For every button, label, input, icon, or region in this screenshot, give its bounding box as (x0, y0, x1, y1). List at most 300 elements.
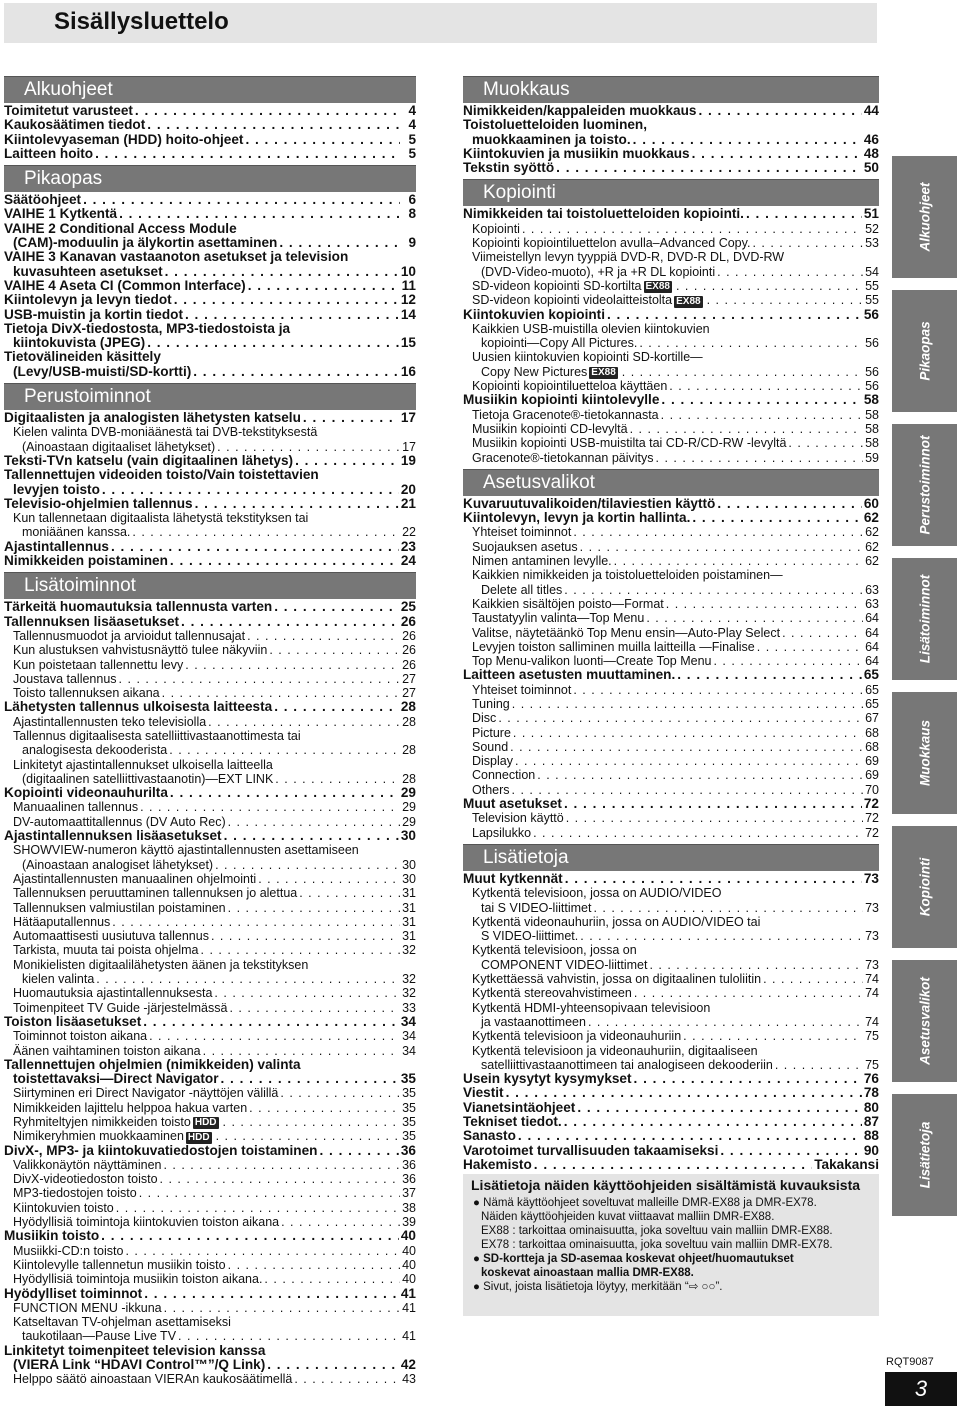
toc-entry[interactable] (4, 293, 416, 307)
page-ref: 30 (400, 828, 416, 844)
dot-leader (143, 1015, 399, 1029)
toc-entry[interactable] (4, 222, 416, 251)
toc-entry-continuation: COMPONENT VIDEO-liittimet (481, 957, 648, 972)
toc-entry-title: Disc (472, 711, 497, 726)
toc-entry-title: Ajastintallennusten manuaalinen ohjelmointi (13, 871, 257, 886)
toc-entry[interactable] (4, 986, 416, 1000)
dot-leader (208, 715, 400, 729)
toc-entry[interactable] (4, 615, 416, 629)
dot-leader (303, 411, 399, 425)
toc-entry[interactable] (463, 886, 879, 915)
toc-entry[interactable] (463, 597, 879, 611)
toc-entry[interactable] (463, 451, 879, 465)
toc-entry[interactable] (4, 715, 416, 729)
toc-entry[interactable] (4, 1158, 416, 1172)
toc-entry[interactable] (4, 1372, 416, 1386)
dot-leader (275, 772, 400, 786)
page-ref: 51 (863, 206, 879, 222)
toc-entry[interactable] (463, 422, 879, 436)
dot-leader (515, 754, 863, 768)
toc-entry-title: Hyödylliset toiminnot (4, 1285, 143, 1301)
toc-entry[interactable] (4, 686, 416, 700)
toc-entry-title: Tallennus digitaalisesta satelliittivastaanottimesta tai (13, 728, 301, 743)
toc-entry-title: USB-muistin ja kortin tiedot (4, 306, 183, 322)
toc-entry[interactable] (463, 811, 879, 825)
model-badge: EX88 (591, 367, 616, 379)
toc-entry[interactable] (4, 1201, 416, 1215)
toc-entry[interactable] (463, 972, 879, 986)
toc-entry[interactable] (4, 658, 416, 672)
toc-entry[interactable] (4, 104, 416, 118)
dot-leader (698, 104, 861, 118)
page-ref: 69 (865, 754, 879, 769)
page-ref: 26 (402, 643, 416, 658)
toc-entry[interactable] (463, 611, 879, 625)
toc-entry-title: Monikielisten digitaalilähetysten äänen ja tekstityksen (13, 957, 309, 972)
side-tab[interactable] (892, 424, 957, 546)
toc-entry-title: Tärkeitä huomautuksia tallennusta varten (4, 599, 273, 615)
dot-leader (630, 422, 863, 436)
toc-entry-title: Tarkista, muuta tai poista ohjelma (13, 943, 199, 958)
section-heading: Kopiointi (463, 179, 879, 206)
page-ref: 40 (402, 1272, 416, 1287)
toc-entry[interactable] (4, 1229, 416, 1243)
page-ref: 74 (865, 1014, 879, 1029)
page-ref: 6 (408, 192, 416, 208)
dot-leader (622, 365, 863, 379)
toc-entry[interactable] (463, 740, 879, 754)
toc-entry[interactable] (463, 754, 879, 768)
dot-leader (281, 1215, 400, 1229)
toc-entry[interactable] (463, 104, 879, 118)
toc-entry[interactable] (4, 322, 416, 351)
toc-entry[interactable] (463, 393, 879, 407)
side-tab[interactable] (892, 1094, 957, 1216)
page-ref: 34 (400, 1013, 416, 1029)
toc-entry[interactable] (4, 643, 416, 657)
toc-entry[interactable] (4, 540, 416, 554)
toc-entry-title: Kun poistetaan tallennettu levy (13, 657, 184, 672)
toc-entry-title: Kiintolevyaseman (HDD) hoito-ohjeet (4, 131, 244, 147)
dot-leader (247, 629, 400, 643)
toc-entry[interactable] (4, 1129, 416, 1143)
toc-entry[interactable] (4, 133, 416, 147)
page-ref: 73 (863, 870, 879, 886)
toc-entry[interactable] (463, 654, 879, 668)
toc-entry[interactable] (4, 901, 416, 915)
dot-leader (264, 1272, 400, 1286)
dot-leader (228, 1258, 400, 1272)
toc-entry[interactable] (4, 629, 416, 643)
dot-leader (746, 207, 862, 221)
toc-entry[interactable] (4, 600, 416, 614)
dot-leader (147, 118, 400, 132)
toc-entry[interactable] (4, 147, 416, 161)
section-heading: Pikaopas (4, 165, 416, 192)
page-ref: Takakansi (814, 1156, 879, 1172)
toc-entry[interactable] (463, 1101, 879, 1115)
dot-leader (534, 1158, 812, 1172)
toc-entry-title: Usein kysytyt kysymykset (463, 1071, 632, 1087)
page-ref: 41 (402, 1329, 416, 1344)
dot-leader (221, 1072, 399, 1086)
toc-entry[interactable] (4, 915, 416, 929)
page-ref: 28 (402, 771, 416, 786)
toc-entry-continuation: moniäänen kanssa. (22, 525, 131, 540)
toc-entry[interactable] (463, 1029, 879, 1043)
page-ref: 58 (865, 421, 879, 436)
toc-entry[interactable] (463, 697, 879, 711)
toc-entry-title: VAIHE 3 Kanavan vastaanoton asetukset ja television (4, 249, 349, 265)
info-line: ● SD-kortteja ja SD-asemaa koskevat ohjeet/huomautukset (473, 1253, 794, 1265)
page-ref: 75 (865, 1057, 879, 1072)
toc-entry[interactable] (463, 207, 879, 221)
dot-leader (140, 800, 400, 814)
toc-entry[interactable] (4, 729, 416, 758)
toc-entry[interactable] (4, 118, 416, 132)
toc-entry[interactable] (463, 568, 879, 597)
toc-entry-title: Kuvaruutuvalikoiden/tilaviestien käyttö (463, 495, 716, 511)
page-ref: 31 (402, 914, 416, 929)
toc-entry-title: Kielen valinta DVB-moniäänestä tai DVB-tekstityksestä (13, 425, 318, 440)
toc-entry-title: Kytkettäessä vahvistin, jossa on digitaalinen tuloliitin (472, 972, 762, 987)
toc-entry[interactable] (463, 726, 879, 740)
toc-entry-title: Kaikkien USB-muistilla olevien kiintokuvien (472, 321, 710, 336)
info-line: EX78 : tarkoittaa ominaisuutta, joka soveltuu vain malliin DMR-EX78. (481, 1239, 833, 1251)
dot-leader (95, 147, 400, 161)
toc-entry-title: Katseltavan TV-ohjelman asettamiseksi (13, 1315, 231, 1330)
toc-entry[interactable] (463, 1115, 879, 1129)
toc-entry[interactable] (4, 1258, 416, 1272)
toc-entry[interactable] (463, 640, 879, 654)
toc-entry[interactable] (463, 236, 879, 250)
toc-entry[interactable] (463, 986, 879, 1000)
toc-entry-title: Kopiointi kopiointiluetteloa käyttäen (472, 379, 668, 394)
toc-entry[interactable] (463, 1158, 879, 1172)
toc-entry[interactable] (4, 1015, 416, 1029)
page-ref: 14 (400, 306, 416, 322)
dot-leader (588, 1015, 863, 1029)
dot-leader (677, 668, 862, 682)
page-ref: 56 (865, 364, 879, 379)
toc-entry[interactable] (4, 1186, 416, 1200)
toc-entry-title: Tietovälineiden käsittely (4, 349, 161, 365)
toc-entry[interactable] (4, 843, 416, 872)
page-ref: 62 (865, 554, 879, 569)
page-ref: 24 (400, 553, 416, 569)
page-ref: 73 (865, 957, 879, 972)
info-box (463, 1174, 879, 1316)
toc-entry[interactable] (4, 700, 416, 714)
side-tab[interactable] (892, 826, 957, 948)
toc-entry-title: Hyödyllisiä toimintoja musiikin toiston aikana. (13, 1272, 263, 1287)
toc-entry-title: Kopiointi kopiointiluettelon avulla–Advanced Copy. (472, 236, 751, 251)
toc-entry[interactable] (463, 497, 879, 511)
toc-entry[interactable] (4, 872, 416, 886)
dot-leader (101, 1229, 399, 1243)
toc-entry[interactable] (463, 350, 879, 379)
toc-entry[interactable] (4, 1315, 416, 1344)
toc-entry[interactable] (4, 193, 416, 207)
page-ref: 28 (400, 699, 416, 715)
toc-entry[interactable] (463, 554, 879, 568)
toc-entry[interactable] (4, 958, 416, 987)
page-ref: 75 (865, 1029, 879, 1044)
toc-entry[interactable] (463, 279, 879, 293)
model-badge: EX88 (676, 295, 701, 307)
toc-entry[interactable] (4, 1086, 416, 1100)
toc-entry[interactable] (463, 222, 879, 236)
toc-entry[interactable] (4, 411, 416, 425)
toc-entry-title: Television käyttö (472, 811, 564, 826)
toc-entry-title: Hakemisto (463, 1156, 532, 1172)
toc-entry[interactable] (4, 786, 416, 800)
toc-entry[interactable] (4, 1272, 416, 1286)
page-ref: 62 (865, 525, 879, 540)
page-ref: 55 (865, 293, 879, 308)
page-ref: 23 (400, 538, 416, 554)
toc-entry[interactable] (463, 379, 879, 393)
toc-entry[interactable] (463, 826, 879, 840)
toc-entry-title: Linkitetyt toimenpiteet television kanssa (4, 1342, 266, 1358)
toc-entry[interactable] (463, 783, 879, 797)
toc-entry[interactable] (463, 322, 879, 351)
page-ref: 73 (865, 900, 879, 915)
toc-entry[interactable] (463, 147, 879, 161)
toc-entry[interactable] (463, 436, 879, 450)
toc-entry[interactable] (4, 886, 416, 900)
dot-leader (185, 308, 399, 322)
toc-entry-continuation: kopiointi—Copy All Pictures. (481, 336, 638, 351)
toc-entry[interactable] (4, 454, 416, 468)
page-ref: 35 (400, 1071, 416, 1087)
toc-entry-title: Taustatyylin valinta—Top Menu (472, 611, 645, 626)
toc-entry[interactable] (4, 1044, 416, 1058)
toc-entry-continuation: kiintokuvista (JPEG) (13, 335, 146, 351)
toc-entry[interactable] (4, 1244, 416, 1258)
toc-entry-title: Televisio-ohjelmien tallennus (4, 495, 193, 511)
side-tab-label: Muokkaus (917, 719, 932, 787)
side-tab[interactable] (892, 558, 957, 680)
page-ref: 25 (400, 599, 416, 615)
toc-entry-continuation: (VIERA Link “HDAVI Control™”/Q Link) (13, 1357, 266, 1373)
toc-entry-continuation: taukotilaan—Pause Live TV (22, 1329, 177, 1344)
toc-entry[interactable] (4, 308, 416, 322)
toc-entry[interactable] (4, 943, 416, 957)
toc-entry[interactable] (463, 683, 879, 697)
toc-entry[interactable] (4, 425, 416, 454)
toc-entry[interactable] (4, 1172, 416, 1186)
toc-entry-title: Valitse, näytetäänkö Top Menu ensin—Auto-Play Select (472, 625, 781, 640)
toc-entry[interactable] (4, 497, 416, 511)
toc-entry-title: Musiikki-CD:n toisto (13, 1243, 124, 1258)
dot-leader (566, 811, 863, 825)
toc-entry[interactable] (4, 350, 416, 379)
toc-entry[interactable] (463, 626, 879, 640)
dot-leader (215, 858, 400, 872)
toc-entry[interactable] (4, 207, 416, 221)
toc-entry[interactable] (463, 1086, 879, 1100)
dot-leader (564, 797, 862, 811)
toc-entry-continuation: (CAM)-moduulin ja älykortin asettaminen (13, 235, 278, 251)
page-ref: 74 (865, 986, 879, 1001)
toc-entry[interactable] (4, 800, 416, 814)
toc-entry[interactable] (4, 672, 416, 686)
side-tab[interactable] (892, 960, 957, 1082)
toc-entry[interactable] (463, 540, 879, 554)
dot-leader (178, 1329, 400, 1343)
toc-entry[interactable] (4, 1215, 416, 1229)
dot-leader (580, 929, 863, 943)
toc-entry[interactable] (4, 1115, 416, 1129)
toc-entry-title: Tallennettujen ohjelmien (nimikkeiden) valinta (4, 1056, 301, 1072)
page-ref: 76 (863, 1071, 879, 1087)
toc-entry[interactable] (4, 1058, 416, 1087)
toc-entry[interactable] (463, 1044, 879, 1073)
toc-entry[interactable] (463, 1072, 879, 1086)
page-ref: 65 (865, 682, 879, 697)
toc-entry[interactable] (4, 250, 416, 279)
page-ref: 64 (865, 639, 879, 654)
page-ref: 21 (400, 495, 416, 511)
dot-leader (593, 901, 863, 915)
toc-left-column (4, 76, 416, 1387)
page-ref: 35 (402, 1129, 416, 1144)
dot-leader (163, 1158, 400, 1172)
page-ref: 41 (400, 1285, 416, 1301)
toc-entry[interactable] (463, 797, 879, 811)
dot-leader (102, 483, 399, 497)
page-ref: 37 (402, 1186, 416, 1201)
toc-entry[interactable] (463, 293, 879, 307)
page-ref: 55 (865, 278, 879, 293)
side-tab[interactable] (892, 156, 957, 278)
toc-entry-title: Kiintolevylle tallennetun musiikin toisto (13, 1257, 226, 1272)
info-box-title: Lisätietoja näiden käyttöohjeiden sisältämistä kuvauksista (471, 1177, 861, 1193)
toc-entry[interactable] (463, 308, 879, 322)
toc-entry[interactable] (463, 768, 879, 782)
side-tab[interactable] (892, 692, 957, 814)
toc-entry[interactable] (4, 829, 416, 843)
toc-entry-title: Sanasto (463, 1128, 516, 1144)
toc-entry[interactable] (4, 758, 416, 787)
side-tab[interactable] (892, 290, 957, 412)
toc-entry-continuation: tai S VIDEO-liittimet (481, 900, 592, 915)
toc-entry-title: Varotoimet turvallisuuden takaamiseksi (463, 1142, 719, 1158)
dot-leader (119, 207, 400, 221)
page-ref: 17 (402, 439, 416, 454)
dot-leader (510, 740, 863, 754)
toc-entry-continuation: kuvasuhteen asetukset (13, 263, 163, 279)
side-tab-label: Alkuohjeet (917, 182, 932, 252)
page-ref: 63 (865, 596, 879, 611)
toc-entry[interactable] (463, 1129, 879, 1143)
dot-leader (533, 826, 863, 840)
page-ref: 42 (400, 1357, 416, 1373)
page-ref: 88 (863, 1128, 879, 1144)
toc-entry-title: Kytkentä televisioon, jossa on (472, 943, 637, 958)
page-ref: 73 (865, 929, 879, 944)
toc-entry-title: Nimikeryhmien muokkaaminen (13, 1129, 184, 1144)
toc-entry-continuation: Copy New Pictures (481, 364, 588, 379)
dot-leader (720, 1144, 862, 1158)
page-ref: 59 (865, 450, 879, 465)
dot-leader (512, 697, 863, 711)
toc-entry[interactable] (463, 511, 879, 525)
dot-leader (522, 222, 863, 236)
toc-entry-title: VAIHE 4 Aseta CI (Common Interface) (4, 277, 246, 293)
page-ref: 34 (402, 1029, 416, 1044)
toc-entry-title: Sound (472, 739, 509, 754)
toc-entry[interactable] (4, 511, 416, 540)
toc-entry[interactable] (463, 408, 879, 422)
toc-entry[interactable] (463, 1001, 879, 1030)
toc-entry-title: Kytkentä videonauhuriin, jossa on AUDIO/VIDEO tai (472, 914, 761, 929)
toc-entry[interactable] (463, 668, 879, 682)
toc-entry[interactable] (4, 279, 416, 293)
toc-entry-title: Toimitetut varusteet (4, 103, 133, 118)
toc-entry[interactable] (463, 525, 879, 539)
toc-entry[interactable] (4, 554, 416, 568)
toc-entry-title: Automaattisesti uusiutuva tallennus (13, 929, 209, 944)
toc-entry-title: Kiintolevyn, levyn ja kortin hallinta. (463, 510, 691, 526)
toc-entry-title: Tietoja DivX-tiedostosta, MP3-tiedostoista ja (4, 320, 291, 336)
toc-entry[interactable] (4, 1101, 416, 1115)
toc-entry-title: Display (472, 754, 513, 769)
page-ref: 78 (863, 1085, 879, 1101)
dot-leader (506, 1086, 862, 1100)
dot-leader (639, 336, 863, 350)
toc-entry-title: Kun tallennetaan digitaalista lähetystä tekstityksen tai (13, 511, 309, 526)
dot-leader (707, 293, 863, 307)
toc-entry[interactable] (4, 1029, 416, 1043)
toc-entry[interactable] (463, 250, 879, 279)
page-ref: 5 (408, 131, 416, 147)
toc-entry[interactable] (463, 118, 879, 147)
dot-leader (229, 1001, 400, 1015)
toc-entry[interactable] (463, 1144, 879, 1158)
dot-leader (782, 626, 863, 640)
toc-entry-title: VAIHE 2 Conditional Access Module (4, 220, 237, 236)
toc-entry-title: SHOWVIEW-numeron käyttö ajastintallennusten asettamiseen (13, 843, 359, 858)
page-ref: 26 (400, 613, 416, 629)
toc-entry-title: SD-videon kopiointi SD-kortilta (472, 278, 642, 293)
toc-entry-title: Nimikkeiden poistaminen (4, 553, 168, 569)
toc-entry[interactable] (4, 1144, 416, 1158)
toc-entry[interactable] (4, 815, 416, 829)
dot-leader (274, 600, 399, 614)
toc-entry[interactable] (4, 1001, 416, 1015)
toc-entry[interactable] (463, 872, 879, 886)
toc-entry[interactable] (4, 929, 416, 943)
page-ref: 4 (408, 103, 416, 118)
toc-entry[interactable] (463, 943, 879, 972)
toc-entry-title: Kiintolevyn ja levyn tiedot (4, 292, 172, 308)
toc-entry-title: Tallennuksen valmiustilan poistaminen (13, 900, 226, 915)
toc-entry[interactable] (4, 1301, 416, 1315)
page-ref: 28 (402, 714, 416, 729)
toc-entry[interactable] (463, 915, 879, 944)
toc-entry[interactable] (463, 711, 879, 725)
toc-entry[interactable] (4, 468, 416, 497)
side-tab-label: Kopiointi (917, 857, 932, 917)
dot-leader (788, 436, 863, 450)
toc-entry[interactable] (4, 1287, 416, 1301)
dot-leader (132, 525, 400, 539)
toc-entry[interactable] (4, 1344, 416, 1373)
section-heading: Perustoiminnot (4, 383, 416, 410)
toc-entry[interactable] (463, 161, 879, 175)
